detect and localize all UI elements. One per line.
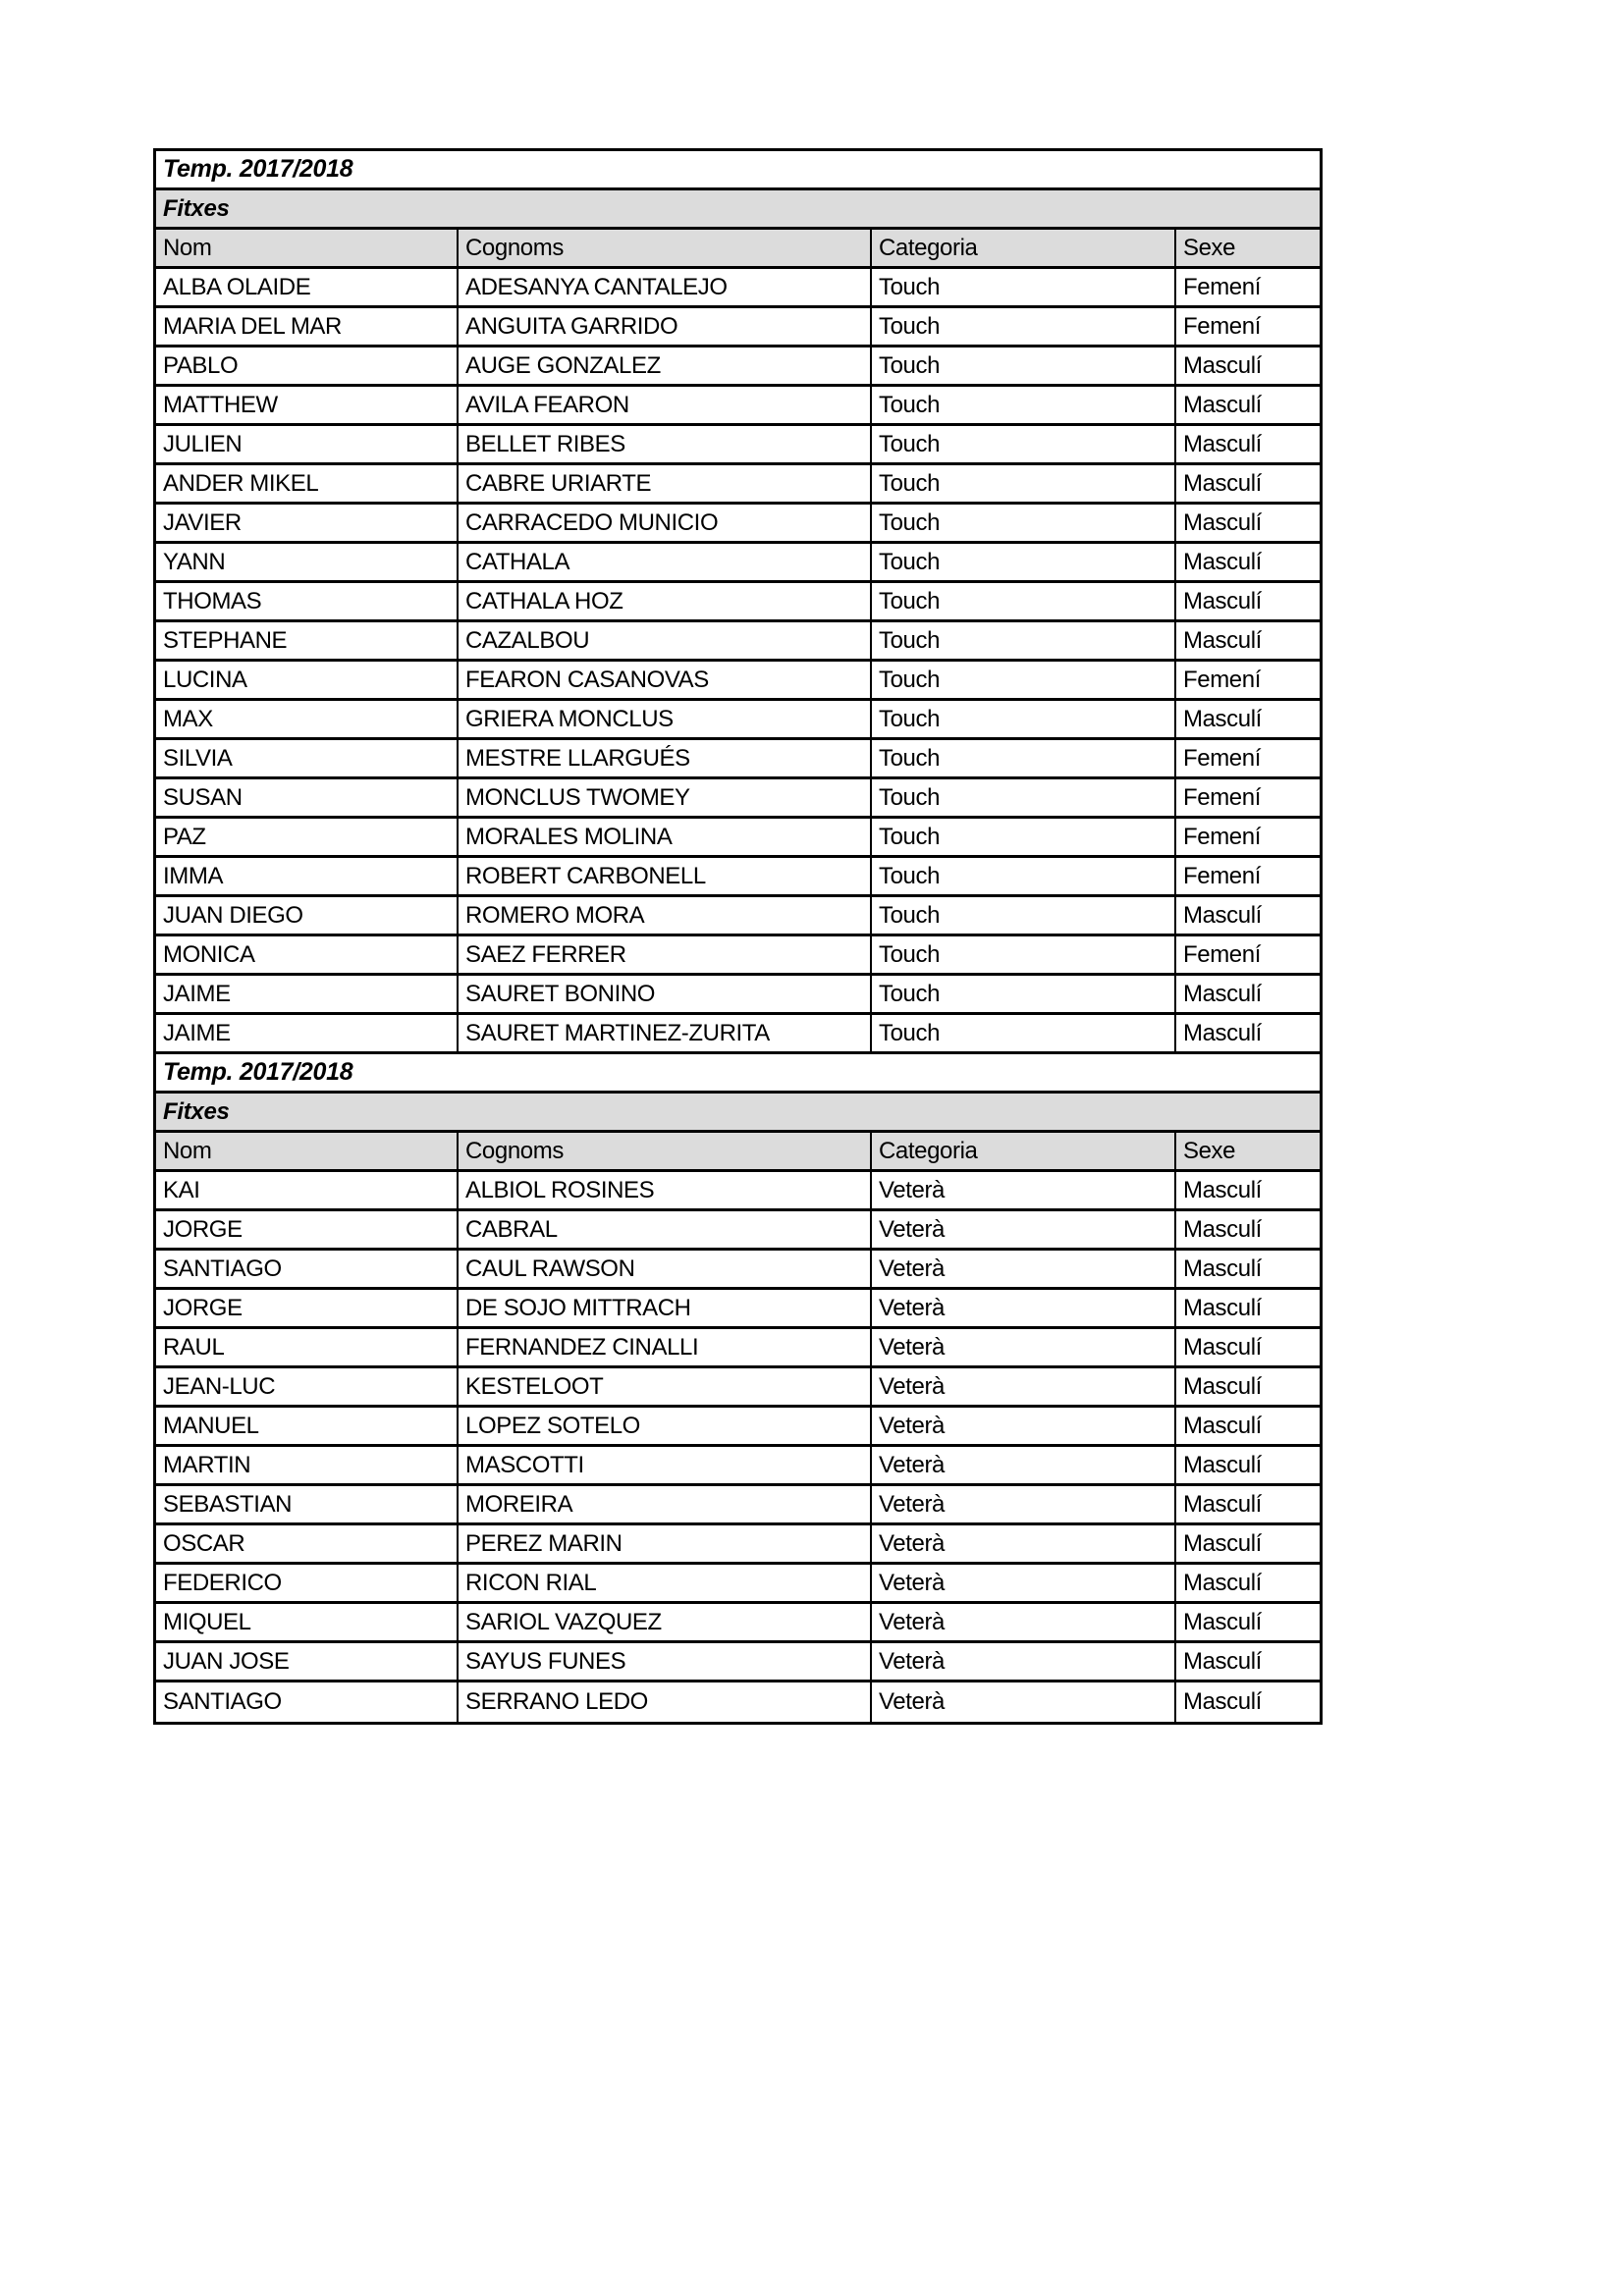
table-cell: JUAN DIEGO bbox=[156, 897, 459, 934]
table-cell: MONICA bbox=[156, 936, 459, 973]
table-cell: Touch bbox=[872, 779, 1176, 816]
table-cell: Touch bbox=[872, 858, 1176, 894]
table-cell: Masculí bbox=[1183, 1412, 1262, 1439]
table-cell: Touch bbox=[872, 819, 1176, 855]
table-cell: AUGE GONZALEZ bbox=[459, 347, 872, 384]
table-cell: Masculí bbox=[1183, 391, 1262, 418]
table-cell: Veterà bbox=[872, 1172, 1176, 1208]
column-header-row bbox=[156, 230, 1320, 269]
table-cell: JORGE bbox=[156, 1211, 459, 1248]
table-row bbox=[156, 387, 1320, 426]
table-cell: Femení bbox=[1183, 273, 1261, 300]
table-row bbox=[156, 505, 1320, 544]
table-cell: Femení bbox=[1183, 862, 1261, 889]
table-row bbox=[156, 465, 1320, 505]
column-header-cognoms: Cognoms bbox=[459, 230, 872, 266]
table-cell: Masculí bbox=[1183, 1333, 1262, 1361]
table-cell: Femení bbox=[1183, 312, 1261, 340]
table-row bbox=[156, 1172, 1320, 1211]
table-cell: MASCOTTI bbox=[459, 1447, 872, 1483]
table-cell: Femení bbox=[1183, 940, 1261, 968]
table-cell: SAURET BONINO bbox=[459, 976, 872, 1012]
table-cell: OSCAR bbox=[156, 1525, 459, 1562]
table-cell: Veterà bbox=[872, 1525, 1176, 1562]
table-cell: MORALES MOLINA bbox=[459, 819, 872, 855]
table-body bbox=[156, 1172, 1320, 1722]
table-cell: Touch bbox=[872, 465, 1176, 502]
fitxes-subtitle-row bbox=[156, 190, 1320, 230]
table-cell: Masculí bbox=[1183, 469, 1262, 497]
table-cell: Masculí bbox=[1183, 1490, 1262, 1518]
table-cell: ROBERT CARBONELL bbox=[459, 858, 872, 894]
column-header-cognoms: Cognoms bbox=[459, 1133, 872, 1169]
table-cell: Masculí bbox=[1183, 980, 1262, 1007]
table-cell: Touch bbox=[872, 976, 1176, 1012]
table-cell: Masculí bbox=[1183, 1647, 1262, 1675]
fitxes-label: Fitxes bbox=[163, 1097, 230, 1125]
column-header-sexe: Sexe bbox=[1183, 234, 1236, 261]
column-header-sexe: Sexe bbox=[1183, 1137, 1236, 1164]
table-cell: AVILA FEARON bbox=[459, 387, 872, 423]
table-cell: JORGE bbox=[156, 1290, 459, 1326]
table-row bbox=[156, 308, 1320, 347]
table-cell: Masculí bbox=[1183, 626, 1262, 654]
table-cell: Masculí bbox=[1183, 351, 1262, 379]
table-cell: PAZ bbox=[156, 819, 459, 855]
table-row bbox=[156, 936, 1320, 976]
table-cell: SANTIAGO bbox=[156, 1682, 459, 1722]
table-row bbox=[156, 662, 1320, 701]
table-row bbox=[156, 1251, 1320, 1290]
table-cell: Masculí bbox=[1183, 1688, 1262, 1715]
table-row bbox=[156, 1290, 1320, 1329]
table-cell: ALBA OLAIDE bbox=[156, 269, 459, 305]
table-cell: Masculí bbox=[1183, 1019, 1262, 1046]
table-cell: JAIME bbox=[156, 976, 459, 1012]
table-cell: FEDERICO bbox=[156, 1565, 459, 1601]
table-cell: THOMAS bbox=[156, 583, 459, 619]
table-cell: Touch bbox=[872, 622, 1176, 659]
table-cell: YANN bbox=[156, 544, 459, 580]
table-row bbox=[156, 1408, 1320, 1447]
table-cell: SAEZ FERRER bbox=[459, 936, 872, 973]
table-row bbox=[156, 1015, 1320, 1054]
table-row bbox=[156, 1211, 1320, 1251]
column-header-nom: Nom bbox=[156, 230, 459, 266]
table-cell: CATHALA bbox=[459, 544, 872, 580]
table-cell: MESTRE LLARGUÉS bbox=[459, 740, 872, 776]
table-row bbox=[156, 1329, 1320, 1368]
table-cell: Masculí bbox=[1183, 430, 1262, 457]
table-cell: Touch bbox=[872, 583, 1176, 619]
table-cell: Touch bbox=[872, 347, 1176, 384]
table-cell: MARTIN bbox=[156, 1447, 459, 1483]
table-cell: Masculí bbox=[1183, 1451, 1262, 1478]
table-cell: CATHALA HOZ bbox=[459, 583, 872, 619]
table-cell: Masculí bbox=[1183, 1529, 1262, 1557]
table-cell: GRIERA MONCLUS bbox=[459, 701, 872, 737]
table-cell: MANUEL bbox=[156, 1408, 459, 1444]
table-cell: Masculí bbox=[1183, 1569, 1262, 1596]
table-cell: Femení bbox=[1183, 783, 1261, 811]
table-cell: PABLO bbox=[156, 347, 459, 384]
table-cell: STEPHANE bbox=[156, 622, 459, 659]
table-cell: Veterà bbox=[872, 1643, 1176, 1680]
column-header-nom: Nom bbox=[156, 1133, 459, 1169]
table-row bbox=[156, 1486, 1320, 1525]
table-row bbox=[156, 897, 1320, 936]
table-cell: Masculí bbox=[1183, 1608, 1262, 1635]
table-cell: JAIME bbox=[156, 1015, 459, 1051]
table-cell: Masculí bbox=[1183, 1255, 1262, 1282]
table-row bbox=[156, 622, 1320, 662]
table-cell: Masculí bbox=[1183, 1176, 1262, 1203]
table-cell: SILVIA bbox=[156, 740, 459, 776]
table-row bbox=[156, 1565, 1320, 1604]
table-row bbox=[156, 1368, 1320, 1408]
table-cell: Femení bbox=[1183, 744, 1261, 772]
table-cell: MIQUEL bbox=[156, 1604, 459, 1640]
table-cell: JUAN JOSE bbox=[156, 1643, 459, 1680]
table-cell: PEREZ MARIN bbox=[459, 1525, 872, 1562]
table-cell: Veterà bbox=[872, 1682, 1176, 1722]
vetera-roster-table bbox=[156, 1054, 1320, 1722]
table-cell: SARIOL VAZQUEZ bbox=[459, 1604, 872, 1640]
table-cell: Veterà bbox=[872, 1251, 1176, 1287]
table-row bbox=[156, 544, 1320, 583]
table-cell: JEAN-LUC bbox=[156, 1368, 459, 1405]
table-cell: Masculí bbox=[1183, 1294, 1262, 1321]
table-cell: Femení bbox=[1183, 666, 1261, 693]
table-row bbox=[156, 976, 1320, 1015]
table-cell: LUCINA bbox=[156, 662, 459, 698]
table-cell: Masculí bbox=[1183, 587, 1262, 614]
table-cell: DE SOJO MITTRACH bbox=[459, 1290, 872, 1326]
column-header-categoria: Categoria bbox=[872, 1133, 1176, 1169]
table-cell: Touch bbox=[872, 1015, 1176, 1051]
table-cell: MARIA DEL MAR bbox=[156, 308, 459, 345]
table-cell: FEARON CASANOVAS bbox=[459, 662, 872, 698]
table-cell: SUSAN bbox=[156, 779, 459, 816]
table-cell: Masculí bbox=[1183, 1372, 1262, 1400]
table-cell: MATTHEW bbox=[156, 387, 459, 423]
table-row bbox=[156, 426, 1320, 465]
table-cell: Veterà bbox=[872, 1565, 1176, 1601]
table-cell: Femení bbox=[1183, 823, 1261, 850]
table-cell: Touch bbox=[872, 662, 1176, 698]
table-cell: Veterà bbox=[872, 1408, 1176, 1444]
table-cell: CABRAL bbox=[459, 1211, 872, 1248]
table-row bbox=[156, 858, 1320, 897]
table-cell: Touch bbox=[872, 897, 1176, 934]
table-cell: JULIEN bbox=[156, 426, 459, 462]
table-cell: Masculí bbox=[1183, 508, 1262, 536]
table-cell: Masculí bbox=[1183, 705, 1262, 732]
table-cell: Veterà bbox=[872, 1368, 1176, 1405]
table-cell: Veterà bbox=[872, 1329, 1176, 1365]
table-cell: ALBIOL ROSINES bbox=[459, 1172, 872, 1208]
table-cell: SEBASTIAN bbox=[156, 1486, 459, 1522]
table-cell: Veterà bbox=[872, 1447, 1176, 1483]
table-cell: CAZALBOU bbox=[459, 622, 872, 659]
table-cell: RAUL bbox=[156, 1329, 459, 1365]
table-body bbox=[156, 269, 1320, 1054]
table-cell: RICON RIAL bbox=[459, 1565, 872, 1601]
table-cell: FERNANDEZ CINALLI bbox=[459, 1329, 872, 1365]
season-title: Temp. 2017/2018 bbox=[163, 155, 353, 183]
season-title-row bbox=[156, 1054, 1320, 1094]
table-cell: KESTELOOT bbox=[459, 1368, 872, 1405]
column-header-row bbox=[156, 1133, 1320, 1172]
table-row bbox=[156, 740, 1320, 779]
table-cell: Touch bbox=[872, 701, 1176, 737]
season-title: Temp. 2017/2018 bbox=[163, 1058, 353, 1086]
fitxes-subtitle-row bbox=[156, 1094, 1320, 1133]
table-row bbox=[156, 1525, 1320, 1565]
member-roster-sheet bbox=[153, 148, 1323, 1725]
table-cell: Masculí bbox=[1183, 901, 1262, 929]
touch-roster-table bbox=[156, 151, 1320, 1054]
table-cell: SANTIAGO bbox=[156, 1251, 459, 1287]
table-row bbox=[156, 1604, 1320, 1643]
table-cell: Touch bbox=[872, 740, 1176, 776]
table-cell: KAI bbox=[156, 1172, 459, 1208]
table-row bbox=[156, 347, 1320, 387]
table-cell: ADESANYA CANTALEJO bbox=[459, 269, 872, 305]
table-cell: Touch bbox=[872, 505, 1176, 541]
table-cell: ANGUITA GARRIDO bbox=[459, 308, 872, 345]
table-row bbox=[156, 819, 1320, 858]
table-cell: Masculí bbox=[1183, 1215, 1262, 1243]
table-cell: SAYUS FUNES bbox=[459, 1643, 872, 1680]
table-cell: MONCLUS TWOMEY bbox=[459, 779, 872, 816]
table-cell: Veterà bbox=[872, 1486, 1176, 1522]
table-cell: SAURET MARTINEZ-ZURITA bbox=[459, 1015, 872, 1051]
table-cell: JAVIER bbox=[156, 505, 459, 541]
table-cell: ANDER MIKEL bbox=[156, 465, 459, 502]
table-cell: CABRE URIARTE bbox=[459, 465, 872, 502]
table-cell: CAUL RAWSON bbox=[459, 1251, 872, 1287]
table-cell: Veterà bbox=[872, 1290, 1176, 1326]
table-row bbox=[156, 701, 1320, 740]
table-row bbox=[156, 583, 1320, 622]
table-cell: Touch bbox=[872, 936, 1176, 973]
table-cell: ROMERO MORA bbox=[459, 897, 872, 934]
table-row bbox=[156, 269, 1320, 308]
table-cell: SERRANO LEDO bbox=[459, 1682, 872, 1722]
table-cell: Touch bbox=[872, 426, 1176, 462]
table-cell: MAX bbox=[156, 701, 459, 737]
table-cell: Veterà bbox=[872, 1211, 1176, 1248]
table-cell: IMMA bbox=[156, 858, 459, 894]
column-header-categoria: Categoria bbox=[872, 230, 1176, 266]
fitxes-label: Fitxes bbox=[163, 194, 230, 222]
table-cell: Touch bbox=[872, 544, 1176, 580]
table-cell: Veterà bbox=[872, 1604, 1176, 1640]
table-row bbox=[156, 1643, 1320, 1682]
table-cell: Masculí bbox=[1183, 548, 1262, 575]
table-row bbox=[156, 1682, 1320, 1722]
table-cell: Touch bbox=[872, 269, 1176, 305]
table-cell: Touch bbox=[872, 387, 1176, 423]
table-cell: MOREIRA bbox=[459, 1486, 872, 1522]
table-cell: BELLET RIBES bbox=[459, 426, 872, 462]
season-title-row bbox=[156, 151, 1320, 190]
table-cell: CARRACEDO MUNICIO bbox=[459, 505, 872, 541]
table-row bbox=[156, 779, 1320, 819]
table-row bbox=[156, 1447, 1320, 1486]
table-cell: Touch bbox=[872, 308, 1176, 345]
table-cell: LOPEZ SOTELO bbox=[459, 1408, 872, 1444]
